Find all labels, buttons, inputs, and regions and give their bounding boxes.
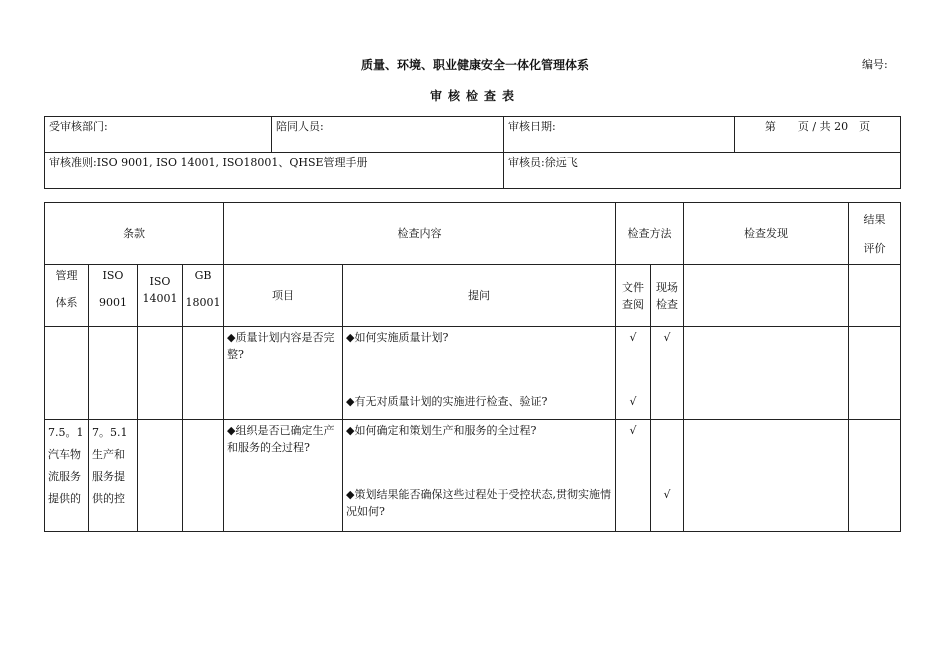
audited-department-cell[interactable]: 受审核部门: bbox=[45, 117, 272, 153]
row2-iso14001 bbox=[138, 420, 183, 532]
page-number-cell: 第 页 / 共 20 页 bbox=[735, 117, 901, 153]
header-iso9001 bbox=[89, 265, 138, 327]
document-code-label: 编号: bbox=[862, 58, 888, 71]
header-result-blank bbox=[849, 265, 901, 327]
header-gb-line2: 18001 bbox=[185, 296, 221, 309]
row1-question-2: ◆有无对质量计划的实施进行检查、验证? bbox=[346, 395, 548, 408]
header-doc-line1: 文件 bbox=[622, 280, 644, 294]
row2-q1-doc-check: √ bbox=[629, 424, 637, 437]
row2-iso9001: 7。5.1 生产和服务提供的控 bbox=[89, 420, 138, 532]
header-question: 提问 bbox=[343, 265, 616, 327]
row1-site-inspection bbox=[651, 327, 684, 420]
header-doc-line2: 查阅 bbox=[622, 297, 644, 311]
row1-iso14001 bbox=[138, 327, 183, 420]
header-iso14001 bbox=[138, 265, 183, 327]
row2-findings[interactable] bbox=[684, 420, 849, 532]
header-item: 项目 bbox=[224, 265, 343, 327]
header-site-inspection bbox=[651, 265, 684, 327]
header-mgmt-line2: 体系 bbox=[55, 296, 78, 309]
row1-findings[interactable] bbox=[684, 327, 849, 420]
header-check-method: 检查方法 bbox=[616, 203, 684, 265]
row2-gb18001 bbox=[183, 420, 224, 532]
auditor-cell: 审核员:徐远飞 bbox=[504, 153, 901, 189]
header-site-line2: 检查 bbox=[656, 297, 678, 311]
header-gb-line1: GB bbox=[194, 269, 212, 282]
header-clause: 条款 bbox=[45, 203, 224, 265]
header-iso14001-line1: ISO bbox=[149, 275, 171, 288]
row2-q2-site-check: √ bbox=[663, 488, 671, 501]
row2-result[interactable] bbox=[849, 420, 901, 532]
header-document-review bbox=[616, 265, 651, 327]
row1-result[interactable] bbox=[849, 327, 901, 420]
audit-info-table bbox=[44, 116, 901, 189]
header-iso9001-line1: ISO bbox=[102, 269, 124, 282]
header-findings: 检查发现 bbox=[684, 203, 849, 265]
header-iso14001-line2: 14001 bbox=[142, 292, 178, 305]
header-gb18001 bbox=[183, 265, 224, 327]
header-result-line1: 结果 bbox=[863, 212, 886, 226]
header-check-content: 检查内容 bbox=[224, 203, 616, 265]
row2-question-1: ◆如何确定和策划生产和服务的全过程? bbox=[346, 424, 537, 437]
header-findings-blank bbox=[684, 265, 849, 327]
row1-gb18001 bbox=[183, 327, 224, 420]
row2-question-2: ◆策划结果能否确保这些过程处于受控状态,贯彻实施情况如何? bbox=[346, 488, 611, 518]
header-management-system bbox=[45, 265, 89, 327]
row2-q1-site-check bbox=[654, 422, 680, 439]
row1-management-system bbox=[45, 327, 89, 420]
row2-questions bbox=[343, 420, 616, 532]
row2-management-system: 7.5。1 汽车物流服务提供的 bbox=[45, 420, 89, 532]
row1-iso9001 bbox=[89, 327, 138, 420]
table-row bbox=[45, 420, 901, 532]
row1-document-review bbox=[616, 327, 651, 420]
row1-item: ◆质量计划内容是否完整? bbox=[224, 327, 343, 420]
audit-criteria-cell: 审核准则:ISO 9001, ISO 14001, ISO18001、QHSE管理手册 bbox=[45, 153, 504, 189]
header-mgmt-line1: 管理 bbox=[55, 269, 78, 282]
audit-date-cell[interactable]: 审核日期: bbox=[504, 117, 735, 153]
header-result-line2: 评价 bbox=[863, 241, 886, 255]
row1-q2-site-check bbox=[654, 393, 680, 410]
escort-cell[interactable]: 陪同人员: bbox=[272, 117, 504, 153]
row1-q2-doc-check: √ bbox=[629, 395, 637, 408]
document-title: 质量、环境、职业健康安全一体化管理体系 bbox=[360, 58, 589, 72]
checklist-table bbox=[44, 202, 901, 532]
header-result-evaluation bbox=[849, 203, 901, 265]
row2-document-review bbox=[616, 420, 651, 532]
row1-q1-doc-check: √ bbox=[629, 331, 637, 344]
header-site-line1: 现场 bbox=[656, 280, 678, 294]
header-iso9001-line2: 9001 bbox=[99, 296, 127, 309]
row1-question-1: ◆如何实施质量计划? bbox=[346, 331, 449, 344]
row2-item: ◆组织是否已确定生产和服务的全过程? bbox=[224, 420, 343, 532]
table-row bbox=[45, 327, 901, 420]
row1-questions bbox=[343, 327, 616, 420]
row2-site-inspection bbox=[651, 420, 684, 532]
checklist-subtitle: 审核检查表 bbox=[429, 89, 520, 103]
row2-q2-doc-check bbox=[619, 486, 647, 503]
row1-q1-site-check: √ bbox=[663, 331, 671, 344]
